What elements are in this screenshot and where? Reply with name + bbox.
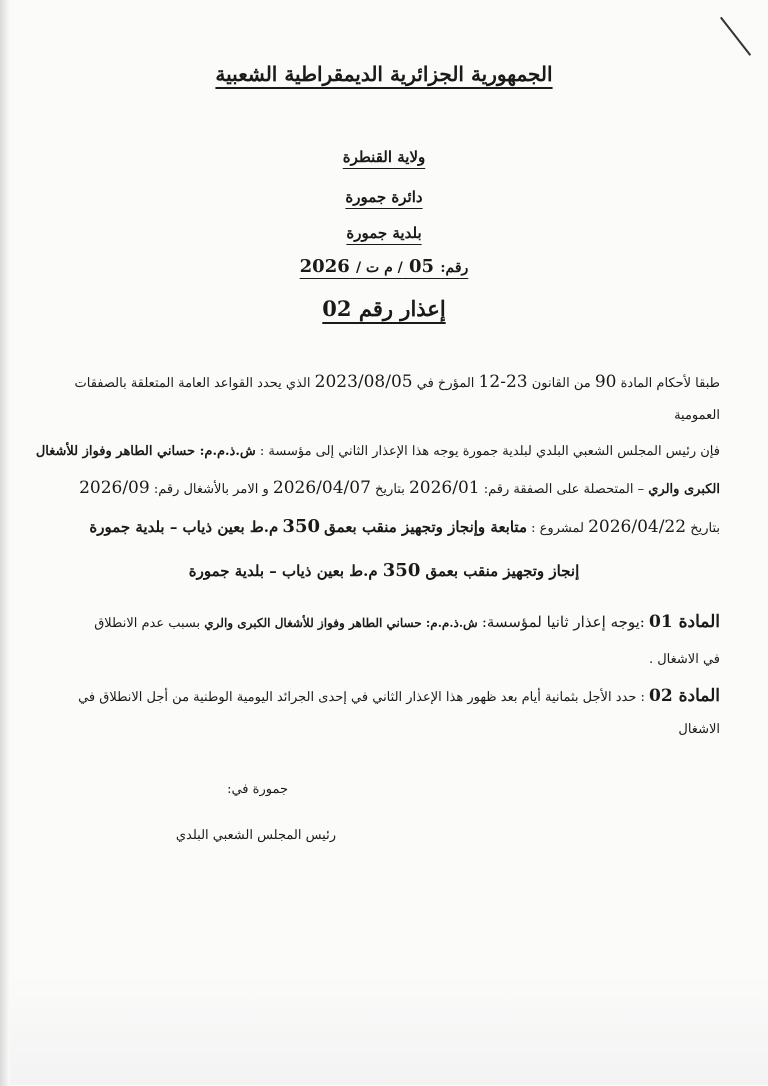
article-01-company: ش.ذ.م.م: حساني الطاهر وفواز للأشغال الكبرى والري xyxy=(204,616,478,630)
body-text-c: بتاريخ xyxy=(375,482,405,497)
body-line-3 xyxy=(54,516,720,537)
scan-bottom-shadow xyxy=(10,975,768,1085)
ref-year: 2026 xyxy=(299,256,350,277)
preamble-text-c: المؤرخ في xyxy=(416,376,475,391)
article-01-label: المادة 01 xyxy=(649,612,720,632)
article-01-text-b: بسبب عدم الانطلاق xyxy=(94,616,201,631)
pen-mark xyxy=(720,17,751,56)
signature-title: رئيس المجلس الشعبي البلدي xyxy=(175,828,336,843)
preamble-text-b: من القانون xyxy=(531,376,591,391)
article-02-label: المادة 02 xyxy=(649,686,720,706)
preamble-line-2: العمومية xyxy=(674,408,720,423)
law-date: 2023/08/05 xyxy=(314,372,413,392)
article-02-text: : حدد الأجل بثمانية أيام بعد ظهور هذا الإعذار الثاني في إحدى الجرائد اليومية الوطنية من أجل الانطلاق في xyxy=(78,690,645,705)
daira-heading: دائرة جمورة xyxy=(345,188,423,206)
law-number: 23-12 xyxy=(478,372,528,392)
order-date: 2026/04/22 xyxy=(588,517,687,537)
preamble-text-d: الذي يحدد القواعد العامة المتعلقة بالصفقات xyxy=(74,376,311,391)
preamble-line-1 xyxy=(54,372,720,392)
project-text-a: متابعة وإنجاز وتجهيز منقب بعمق xyxy=(324,518,527,536)
notice-title: إعذار رقم 02 xyxy=(322,296,446,321)
article-01-line-2: في الاشغال . xyxy=(648,652,720,667)
preamble-text-a: طبقا لأحكام المادة xyxy=(620,376,720,391)
project-depth: 350 xyxy=(282,516,320,537)
body-text-e: بتاريخ xyxy=(690,521,720,536)
company-name-2: الكبرى والري xyxy=(648,482,720,497)
body-text-f: لمشروع : xyxy=(531,521,584,536)
project-title-b: م.ط بعين ذياب – بلدية جمورة xyxy=(188,562,378,580)
wilaya-heading: ولاية القنطرة xyxy=(342,148,426,166)
body-line-1 xyxy=(35,444,720,459)
company-name-1: ش.ذ.م.م: حساني الطاهر وفواز للأشغال xyxy=(35,444,256,459)
article-02-line-1 xyxy=(54,686,720,706)
deal-number: 2026/01 xyxy=(408,478,480,498)
body-text-a: فإن رئيس المجلس الشعبي البلدي لبلدية جمورة يوجه هذا الإعذار الثاني إلى مؤسسة : xyxy=(259,444,720,459)
ref-prefix: رقم: xyxy=(440,260,469,276)
article-01-text-a: :يوجه إعذار ثانيا لمؤسسة: xyxy=(481,613,645,631)
body-text-d: و الامر بالأشغال رقم: xyxy=(153,482,269,497)
body-line-2 xyxy=(54,478,720,498)
signature-place: جمورة في: xyxy=(227,782,288,797)
article-02-line-2: الاشغال xyxy=(678,722,720,737)
commune-heading: بلدية جمورة xyxy=(346,224,422,242)
article-number: 90 xyxy=(594,372,617,392)
body-text-b: – المتحصلة على الصفقة رقم: xyxy=(483,482,645,497)
project-title-a: إنجاز وتجهيز منقب بعمق xyxy=(425,562,580,580)
order-number: 2026/09 xyxy=(79,478,150,498)
body-line-4 xyxy=(0,560,768,581)
article-01-line-1 xyxy=(54,612,720,632)
deal-date: 2026/04/07 xyxy=(272,478,371,498)
ref-mid: / م ت / xyxy=(356,260,403,276)
project-title-depth: 350 xyxy=(382,560,421,581)
project-text-b: م.ط بعين ذياب – بلدية جمورة xyxy=(89,518,279,536)
ref-num: 05 xyxy=(409,256,435,277)
reference-number xyxy=(0,256,768,277)
republic-title: الجمهورية الجزائرية الديمقراطية الشعبية xyxy=(215,62,553,86)
